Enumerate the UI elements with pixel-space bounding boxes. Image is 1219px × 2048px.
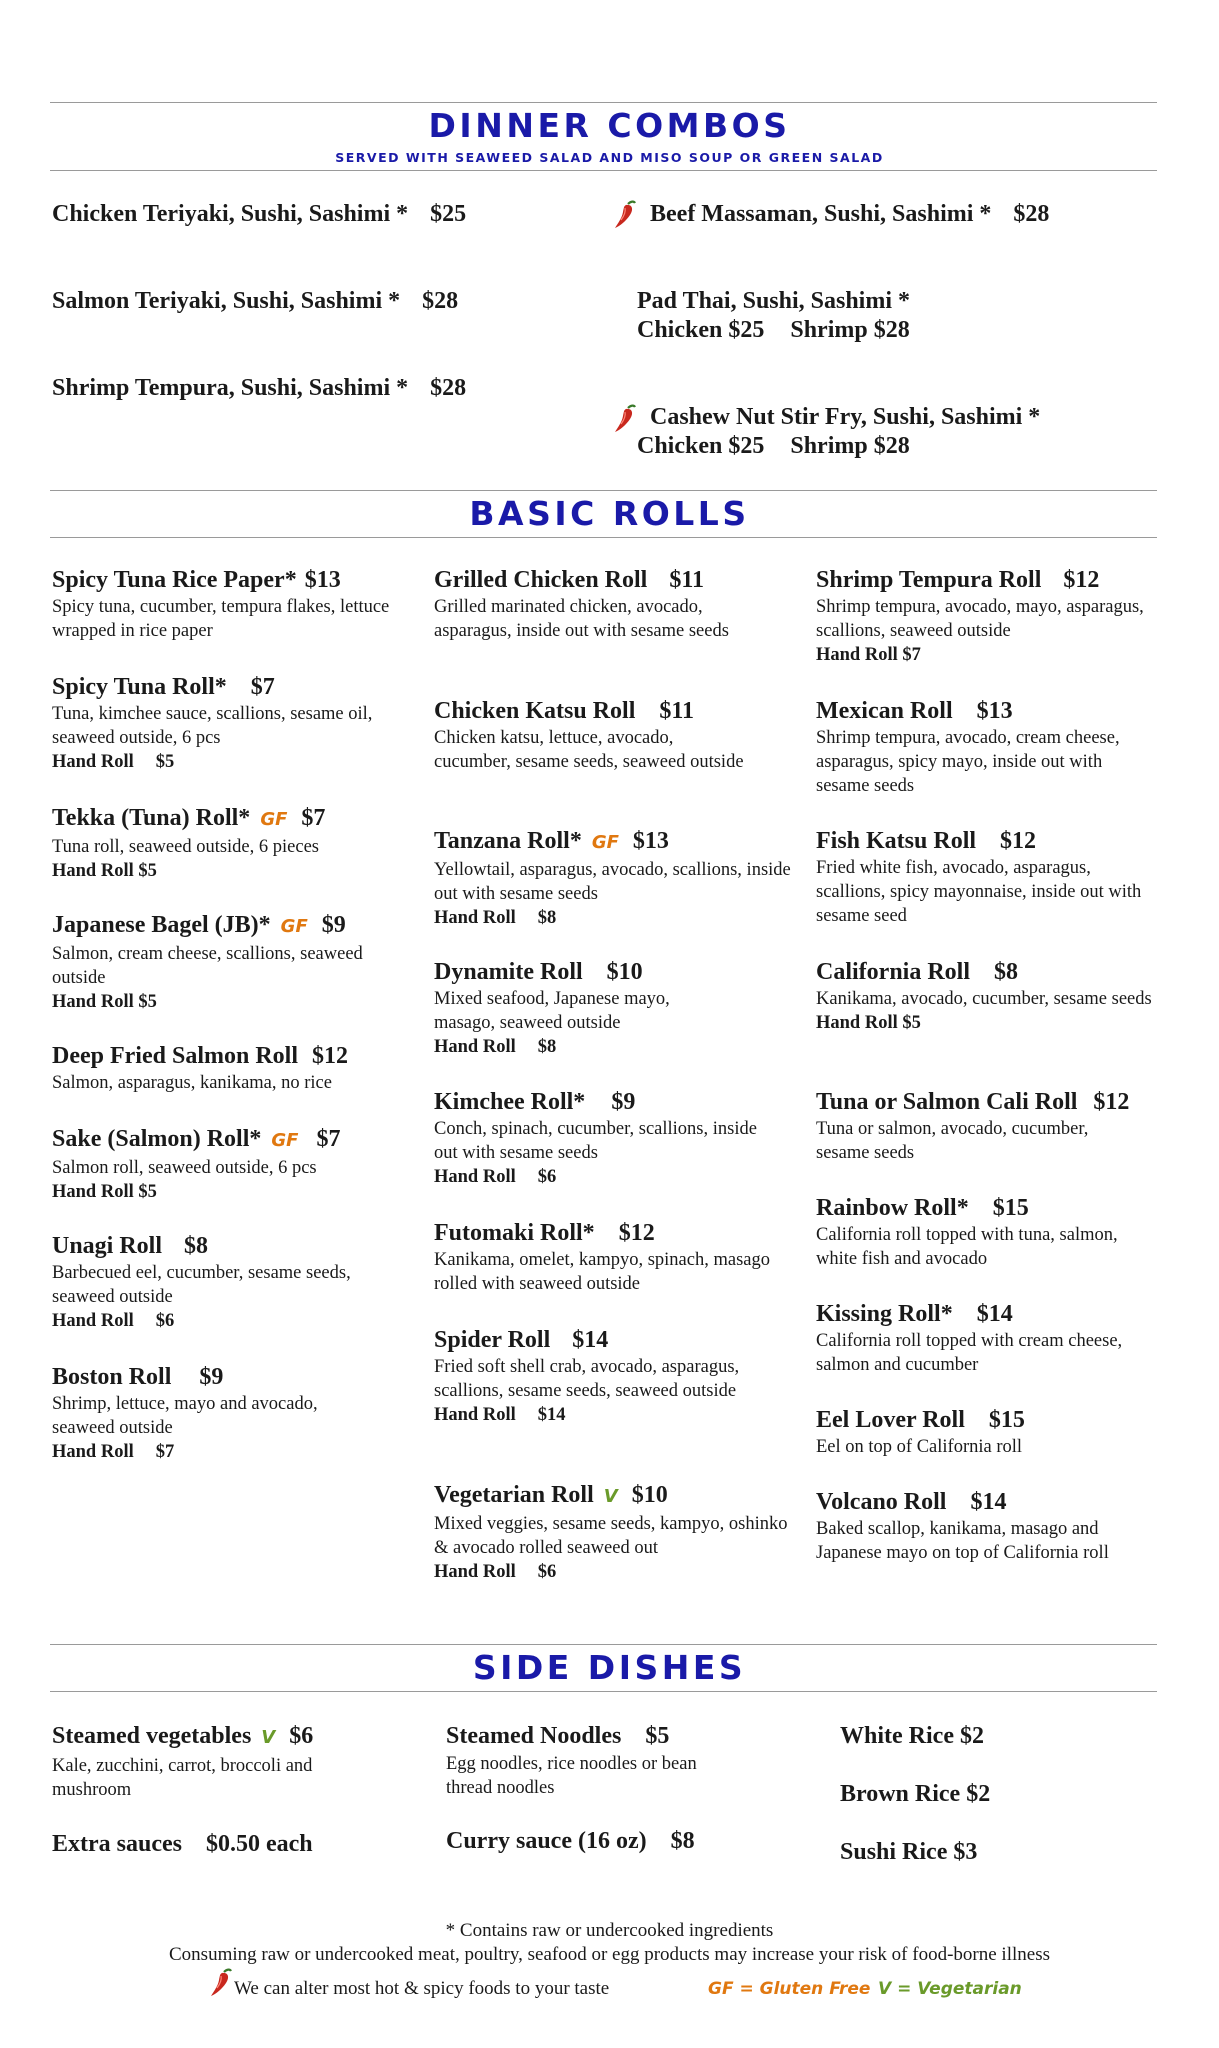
roll-item (434, 1481, 794, 1584)
roll-price: $11 (659, 698, 695, 724)
combo-price: Chicken $25 (637, 317, 765, 343)
roll-item (434, 1088, 794, 1189)
hand-roll-label: Hand Roll $7 (816, 645, 921, 665)
roll-price: $12 (1000, 828, 1037, 854)
roll-price: $12 (1063, 567, 1100, 593)
combo-price: Shrimp $28 (790, 433, 910, 459)
roll-description: Mixed veggies, sesame seeds, kampyo, oshinko & avocado rolled seaweed out (434, 1514, 788, 1558)
hand-roll-label: Hand Roll $5 (816, 1013, 921, 1033)
side-name: Brown Rice $2 (840, 1781, 991, 1807)
roll-description: Chicken katsu, lettuce, avocado, cucumber, sesame seeds, seaweed outside (434, 728, 744, 772)
chili-pepper-icon (208, 1966, 234, 1998)
gluten-free-legend: GF = Gluten Free (708, 1979, 871, 1999)
hand-roll-price: $5 (155, 752, 175, 772)
hand-roll-price: $8 (537, 1037, 557, 1057)
hand-roll-label: Hand Roll $5 (52, 861, 157, 881)
vegetarian-legend: V = Vegetarian (878, 1979, 1022, 1999)
roll-name: Deep Fried Salmon Roll (52, 1043, 298, 1069)
roll-name: Volcano Roll (816, 1489, 947, 1515)
combo-name: Salmon Teriyaki, Sushi, Sashimi * (52, 288, 401, 314)
combo-item (52, 374, 466, 403)
roll-price: $8 (184, 1233, 209, 1259)
roll-item (816, 566, 1176, 667)
chili-pepper-icon (612, 198, 638, 230)
combo-name: Shrimp Tempura, Sushi, Sashimi * (52, 375, 409, 401)
combo-item (637, 287, 910, 345)
hand-roll-label: Hand Roll (52, 1311, 134, 1331)
dinner-combos-title: DINNER COMBOS (428, 106, 791, 145)
spicy-note: We can alter most hot & spicy foods to your taste (234, 1978, 610, 1999)
side-dishes-title: SIDE DISHES (472, 1648, 747, 1687)
raw-ingredients-note: * Contains raw or undercooked ingredients (445, 1920, 774, 1941)
combo-price: $25 (430, 201, 467, 227)
roll-name: Mexican Roll (816, 698, 953, 724)
roll-description: Salmon roll, seaweed outside, 6 pcs (52, 1158, 317, 1178)
roll-price: $14 (976, 1301, 1013, 1327)
roll-price: $13 (632, 828, 669, 854)
roll-item (434, 958, 794, 1059)
roll-description: Salmon, cream cheese, scallions, seaweed outside (52, 944, 363, 988)
divider (50, 1644, 1157, 1645)
side-name: Steamed Noodles (446, 1723, 622, 1749)
basic-rolls-title: BASIC ROLLS (469, 494, 750, 533)
gluten-free-tag: GF (280, 916, 308, 937)
gluten-free-tag: GF (591, 832, 619, 853)
roll-description: Shrimp, lettuce, mayo and avocado, seaweed outside (52, 1394, 318, 1438)
roll-name: Sake (Salmon) Roll* (52, 1126, 262, 1152)
roll-price: $7 (250, 674, 275, 700)
combo-name: Cashew Nut Stir Fry, Sushi, Sashimi * (650, 404, 1041, 430)
roll-description: Kanikama, omelet, kampyo, spinach, masago rolled with seaweed outside (434, 1250, 770, 1294)
side-name: Steamed vegetables (52, 1723, 252, 1749)
roll-description: Kanikama, avocado, cucumber, sesame seeds (816, 989, 1152, 1009)
side-description: Kale, zucchini, carrot, broccoli and mushroom (52, 1756, 313, 1800)
roll-item (434, 1219, 794, 1296)
combo-name: Chicken Teriyaki, Sushi, Sashimi * (52, 201, 409, 227)
roll-name: Eel Lover Roll (816, 1407, 965, 1433)
gluten-free-tag: GF (271, 1130, 299, 1151)
roll-price: $10 (606, 959, 643, 985)
hand-roll-price: $6 (537, 1562, 557, 1582)
roll-description: California roll topped with cream cheese, salmon and cucumber (816, 1331, 1123, 1375)
roll-price: $15 (988, 1407, 1025, 1433)
roll-name: Unagi Roll (52, 1233, 163, 1259)
hand-roll-label: Hand Roll $5 (52, 992, 157, 1012)
roll-description: California roll topped with tuna, salmon, white fish and avocado (816, 1225, 1118, 1269)
combo-price: Shrimp $28 (790, 317, 910, 343)
roll-price: $8 (994, 959, 1018, 985)
side-name: White Rice $2 (840, 1723, 984, 1749)
roll-price: $13 (304, 567, 341, 593)
side-price: $6 (289, 1723, 314, 1749)
roll-price: $9 (321, 912, 346, 938)
roll-item (816, 1088, 1176, 1165)
combo-item (637, 403, 1040, 461)
roll-price: $12 (1093, 1089, 1130, 1115)
roll-item (52, 804, 412, 883)
roll-item (52, 1363, 412, 1464)
roll-description: Baked scallop, kanikama, masago and Japanese mayo on top of California roll (816, 1519, 1109, 1563)
hand-roll-label: Hand Roll $5 (52, 1182, 157, 1202)
roll-name: Spider Roll (434, 1327, 551, 1353)
roll-name: Spicy Tuna Rice Paper* (52, 567, 297, 593)
roll-description: Shrimp tempura, avocado, cream cheese, asparagus, spicy mayo, inside out with sesame seeds (816, 728, 1120, 796)
roll-description: Mixed seafood, Japanese mayo, masago, seaweed outside (434, 989, 670, 1033)
roll-item (816, 1194, 1176, 1271)
roll-description: Shrimp tempura, avocado, mayo, asparagus, scallions, seaweed outside (816, 597, 1144, 641)
roll-name: Rainbow Roll* (816, 1195, 969, 1221)
roll-item (434, 1326, 794, 1427)
roll-name: Fish Katsu Roll (816, 828, 977, 854)
roll-price: $14 (572, 1327, 609, 1353)
hand-roll-label: Hand Roll (52, 752, 134, 772)
divider (50, 102, 1157, 103)
roll-item (52, 1125, 412, 1204)
roll-description: Fried soft shell crab, avocado, asparagus, scallions, sesame seeds, seaweed outside (434, 1357, 740, 1401)
roll-name: Tuna or Salmon Cali Roll (816, 1089, 1078, 1115)
roll-item (52, 673, 412, 774)
combo-price: $28 (422, 288, 459, 314)
roll-description: Eel on top of California roll (816, 1437, 1023, 1457)
health-warning: Consuming raw or undercooked meat, poultry, seafood or egg products may increase your risk of food-borne illness (169, 1944, 1050, 1965)
roll-description: Yellowtail, asparagus, avocado, scallions, inside out with sesame seeds (434, 860, 791, 904)
hand-roll-price: $7 (155, 1442, 175, 1462)
side-price: $5 (645, 1723, 670, 1749)
hand-roll-price: $6 (155, 1311, 175, 1331)
side-item (446, 1827, 826, 1855)
roll-name: Futomaki Roll* (434, 1220, 595, 1246)
side-item (840, 1838, 1219, 1866)
roll-item (816, 1406, 1176, 1459)
combo-item (650, 200, 1049, 229)
roll-item (816, 697, 1176, 798)
roll-item (816, 958, 1176, 1035)
roll-price: $12 (312, 1043, 348, 1069)
side-name: Sushi Rice $3 (840, 1839, 978, 1865)
roll-price: $11 (669, 567, 705, 593)
side-item (840, 1780, 1219, 1808)
combo-name: Beef Massaman, Sushi, Sashimi * (650, 201, 992, 227)
roll-description: Conch, spinach, cucumber, scallions, inside out with sesame seeds (434, 1119, 757, 1163)
roll-name: Dynamite Roll (434, 959, 583, 985)
roll-description: Salmon, asparagus, kanikama, no rice (52, 1073, 332, 1093)
side-name: Curry sauce (16 oz) (446, 1828, 647, 1854)
divider (50, 537, 1157, 538)
roll-name: Tekka (Tuna) Roll* (52, 805, 251, 831)
roll-name: Tanzana Roll* (434, 828, 582, 854)
roll-name: Chicken Katsu Roll (434, 698, 636, 724)
side-item (446, 1722, 826, 1800)
side-name: Extra sauces (52, 1831, 182, 1857)
divider (50, 170, 1157, 171)
combo-price: $28 (1013, 201, 1050, 227)
gluten-free-tag: GF (260, 809, 288, 830)
roll-name: Kissing Roll* (816, 1301, 953, 1327)
roll-item (816, 827, 1176, 928)
roll-price: $9 (611, 1089, 636, 1115)
roll-item (816, 1488, 1176, 1565)
divider (50, 490, 1157, 491)
roll-description: Tuna or salmon, avocado, cucumber, sesame seeds (816, 1119, 1089, 1163)
combo-price: $28 (430, 375, 467, 401)
roll-price: $15 (992, 1195, 1029, 1221)
roll-price: $7 (301, 805, 326, 831)
side-item (52, 1722, 432, 1802)
roll-price: $7 (316, 1126, 341, 1152)
hand-roll-label: Hand Roll (434, 1037, 516, 1057)
side-item (52, 1830, 432, 1858)
roll-name: Kimchee Roll* (434, 1089, 586, 1115)
roll-description: Tuna roll, seaweed outside, 6 pieces (52, 837, 319, 857)
roll-price: $12 (618, 1220, 655, 1246)
roll-price: $9 (199, 1364, 224, 1390)
roll-name: Spicy Tuna Roll* (52, 674, 227, 700)
roll-description: Grilled marinated chicken, avocado, asparagus, inside out with sesame seeds (434, 597, 729, 641)
roll-price: $13 (976, 698, 1013, 724)
roll-description: Fried white fish, avocado, asparagus, scallions, spicy mayonnaise, inside out with sesame seed (816, 858, 1142, 926)
roll-item (434, 827, 794, 930)
hand-roll-label: Hand Roll (52, 1442, 134, 1462)
roll-name: Boston Roll (52, 1364, 172, 1390)
side-price: $0.50 each (205, 1831, 313, 1857)
hand-roll-label: Hand Roll (434, 1405, 516, 1425)
hand-roll-price: $8 (537, 908, 557, 928)
hand-roll-label: Hand Roll (434, 1562, 516, 1582)
roll-item (52, 1042, 412, 1095)
roll-item (434, 566, 794, 643)
roll-price: $10 (631, 1482, 668, 1508)
vegetarian-tag: V (261, 1727, 276, 1748)
roll-name: Shrimp Tempura Roll (816, 567, 1042, 593)
hand-roll-label: Hand Roll (434, 908, 516, 928)
chili-pepper-icon (612, 402, 638, 434)
side-item (840, 1722, 1219, 1750)
combo-price: Chicken $25 (637, 433, 765, 459)
roll-description: Barbecued eel, cucumber, sesame seeds, seaweed outside (52, 1263, 351, 1307)
roll-name: California Roll (816, 959, 970, 985)
roll-item (52, 1232, 412, 1333)
roll-item (434, 697, 794, 774)
roll-name: Vegetarian Roll (434, 1482, 594, 1508)
roll-name: Japanese Bagel (JB)* (52, 912, 271, 938)
dinner-combos-subtitle: SERVED WITH SEAWEED SALAD AND MISO SOUP OR GREEN SALAD (335, 150, 884, 165)
combo-item (52, 200, 466, 229)
roll-item (52, 911, 412, 1014)
hand-roll-price: $6 (537, 1167, 557, 1187)
combo-name: Pad Thai, Sushi, Sashimi * (637, 288, 911, 314)
roll-description: Tuna, kimchee sauce, scallions, sesame oil, seaweed outside, 6 pcs (52, 704, 373, 748)
roll-price: $14 (970, 1489, 1007, 1515)
combo-item (52, 287, 458, 316)
vegetarian-tag: V (603, 1486, 618, 1507)
roll-item (816, 1300, 1176, 1377)
roll-name: Grilled Chicken Roll (434, 567, 648, 593)
side-description: Egg noodles, rice noodles or bean thread noodles (446, 1754, 697, 1798)
side-price: $8 (670, 1828, 695, 1854)
roll-description: Spicy tuna, cucumber, tempura flakes, lettuce wrapped in rice paper (52, 597, 390, 641)
hand-roll-price: $14 (537, 1405, 566, 1425)
hand-roll-label: Hand Roll (434, 1167, 516, 1187)
roll-item (52, 566, 412, 643)
divider (50, 1691, 1157, 1692)
